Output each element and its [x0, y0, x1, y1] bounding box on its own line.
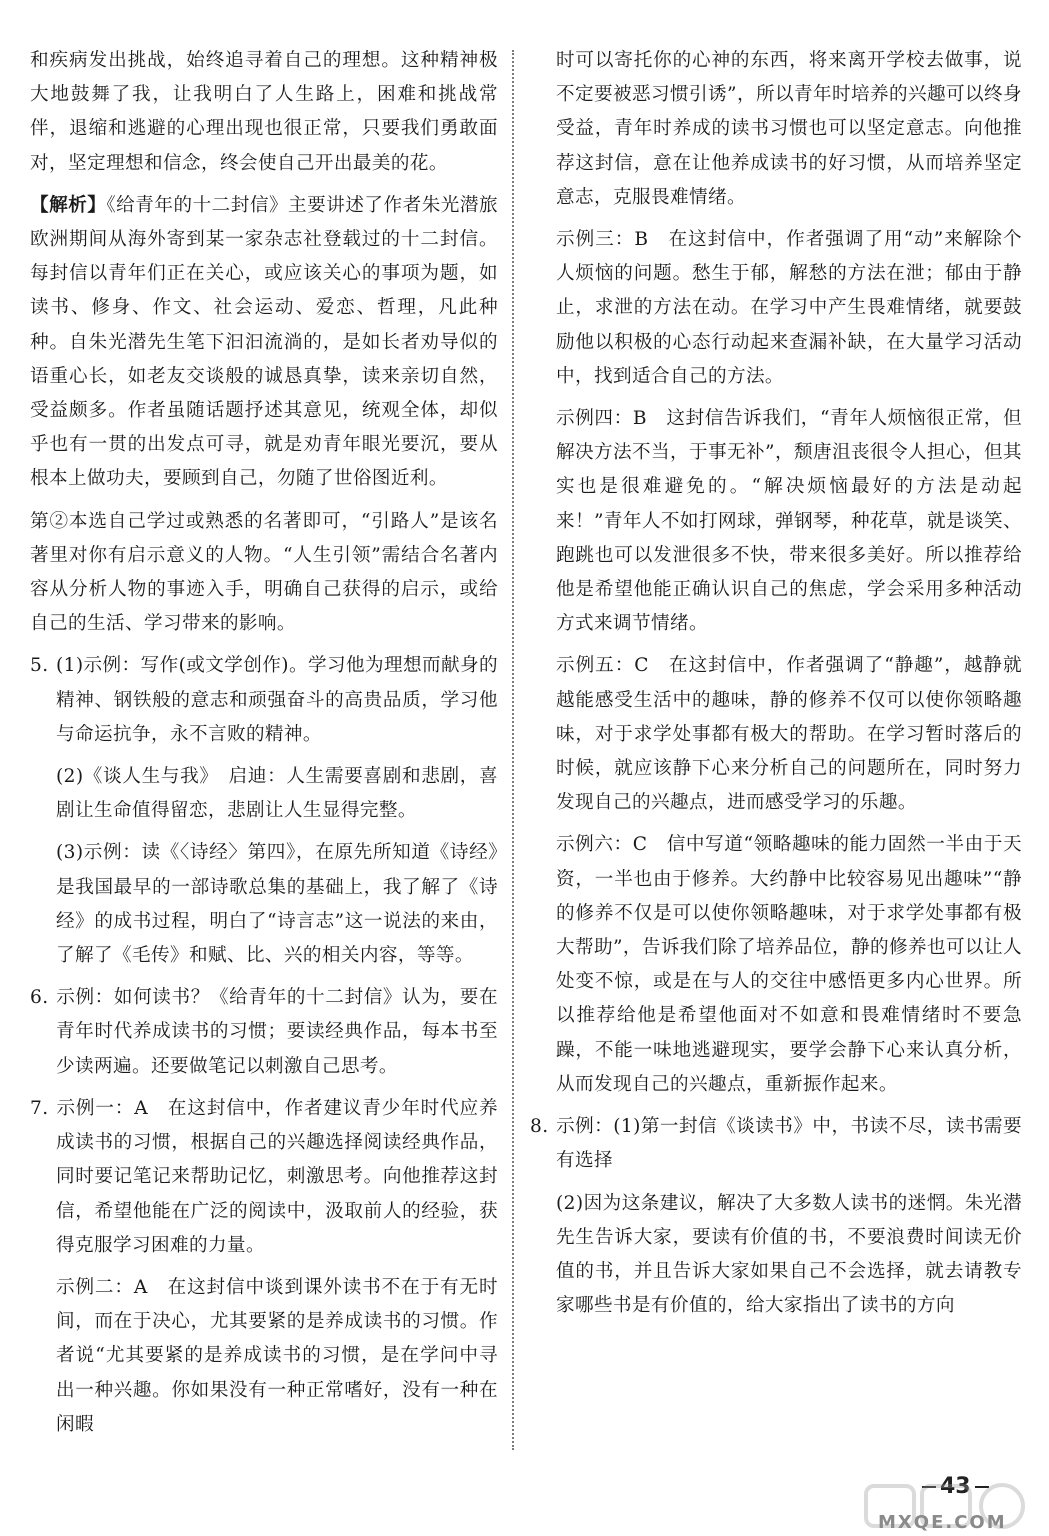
paragraph: 时可以寄托你的心神的东西，将来离开学校去做事，说不定要被恶习惯引诱”，所以青年时培养的兴趣可以终身受益，青年时养成的读书习惯也可以坚定意志。向他推荐这封信，意在让他养成读书的好习惯，从而培养坚定意志，克服畏难情绪。: [556, 50, 1022, 208]
question-8-part-2: (2)因为这条建议，解决了大多数人读书的迷惘。朱光潜先生告诉大家，要读有价值的书，不要浪费时间读无价值的书，并且告诉大家如果自己不会选择，就去请教专家哪些书是有价值的，给大家指出了读书的方向: [556, 1192, 1022, 1317]
example-5: 示例五：C 在这封信中，作者强调了“静趣”，越静就越能感受生活中的趣味，静的修养不仅可以使你领略趣味，对于求学处事都有极大的帮助。在学习暂时落后的时候，就应该静下心来分析自己的问题所在，同时努力发现自己的兴趣点，进而感受学习的乐趣。: [556, 655, 1022, 814]
answer-text: 示例一：A 在这封信中，作者建议青少年时代应养成读书的习惯，根据自己的兴趣选择阅读经典作品，同时要记笔记来帮助记忆，刺激思考。向他推荐这封信，希望他能在广泛的阅读中，汲取前人的经验，获得克服学习困难的力量。: [56, 1097, 498, 1256]
question-number: 5.: [30, 655, 49, 677]
left-column: [30, 44, 498, 1442]
question-number: 7.: [30, 1097, 49, 1119]
question-5-part-3: (3)示例：读《〈诗经〉第四》，在原先所知道《诗经》是我国最早的一部诗歌总集的基础上，我了解了《诗经》的成书过程，明白了“诗言志”这一说法的来由，了解了《毛传》和赋、比、兴的相关内容，等等。: [56, 842, 498, 967]
answer-text: (1)示例：写作(或文学创作)。学习他为理想而献身的精神、钢铁般的意志和顽强奋斗的高贵品质，学习他与命运抗争，永不言败的精神。: [56, 655, 498, 745]
right-column: [530, 44, 1022, 1323]
question-6: [30, 981, 498, 1084]
question-5-part-1: [30, 649, 498, 752]
example-6: 示例六：C 信中写道“领略趣味的能力固然一半由于天资，一半也由于修养。大约静中比较容易见出趣味”“静的修养不仅是可以使你领略趣味，对于求学处事都有极大帮助”，告诉我们除了培养品位，静的修养也可以让人处变不惊，或是在与人的交往中感悟更多内心世界。所以推荐给他是希望他面对不如意和畏难情绪时不要急躁，不能一味地逃避现实，要学会静下心来认真分析，从而发现自己的兴趣点，重新振作起来。: [556, 834, 1022, 1095]
answer-text: 示例：如何读书？《给青年的十二封信》认为，要在青年时代养成读书的习惯；要读经典作品，每本书至少读两遍。还要做笔记以刺激自己思考。: [56, 987, 498, 1077]
question-number: 8.: [530, 1116, 549, 1138]
example-4: 示例四：B 这封信告诉我们，“青年人烦恼很正常，但解决方法不当，于事无补”，颓唐沮丧很令人担心，但其实也是很难避免的。“解决烦恼最好的方法是动起来！”青年人不如打网球，弹钢琴，种花草，就是谈笑、跑跳也可以发泄很多不快，带来很多美好。所以推荐给他是希望他能正确认识自己的焦虑，学会采用多种活动方式来调节情绪。: [556, 408, 1022, 635]
watermark-text: MXQE.COM: [878, 1512, 1007, 1533]
question-5-part-2: (2)《谈人生与我》 启迪：人生需要喜剧和悲剧，喜剧让生命值得留恋，悲剧让人生显得完整。: [56, 766, 498, 822]
question-8-part-1: [530, 1110, 1022, 1178]
example-3: 示例三：B 在这封信中，作者强调了用“动”来解除个人烦恼的问题。愁生于郁，解愁的方法在泄；郁由于静止，求泄的方法在动。在学习中产生畏难情绪，就要鼓励他以积极的心态行动起来查漏补缺，在大量学习活动中，找到适合自己的方法。: [556, 229, 1022, 387]
paragraph: 和疾病发出挑战，始终追寻着自己的理想。这种精神极大地鼓舞了我，让我明白了人生路上，困难和挑战常伴，退缩和逃避的心理出现也很正常，只要我们勇敢面对，坚定理想和信念，终会使自己开出最美的花。: [30, 50, 498, 174]
analysis-label: 【解析】: [30, 194, 107, 216]
page-number: 43: [918, 1474, 993, 1499]
analysis-paragraph: [30, 189, 498, 497]
answer-text: 示例：(1)第一封信《谈读书》中，书读不尽，读书需要有选择: [556, 1116, 1022, 1172]
question-7-example-1: [30, 1092, 498, 1263]
analysis-text: 《给青年的十二封信》主要讲述了作者朱光潜旅欧洲期间从海外寄到某一家杂志社登载过的十二封信。每封信以青年们正在关心，或应该关心的事项为题，如读书、修身、作文、社会运动、爱恋、哲理，凡此种种。自朱光潜先生笔下汩汩流淌的，是如长者劝导似的语重心长，如老友交谈般的诚恳真挚，读来亲切自然，受益颇多。作者虽随话题抒述其意见，统观全体，却似乎也有一贯的出发点可寻，就是劝青年眼光要沉，要从根本上做功夫，要顾到自己，勿随了世俗图近利。: [30, 194, 498, 490]
question-7-example-2: 示例二：A 在这封信中谈到课外读书不在于有无时间，而在于决心，尤其要紧的是养成读书的习惯。作者说“尤其要紧的是养成读书的习惯，是在学问中寻出一种兴趣。你如果没有一种正常嗜好，没有一种在闲暇: [56, 1276, 498, 1435]
column-divider: [512, 50, 514, 1450]
question-number: 6.: [30, 987, 49, 1009]
paragraph: 第②本选自己学过或熟悉的名著即可，“引路人”是该名著里对你有启示意义的人物。“人生引领”需结合名著内容从分析人物的事迹入手，明确自己获得的启示，或给自己的生活、学习带来的影响。: [30, 510, 498, 635]
